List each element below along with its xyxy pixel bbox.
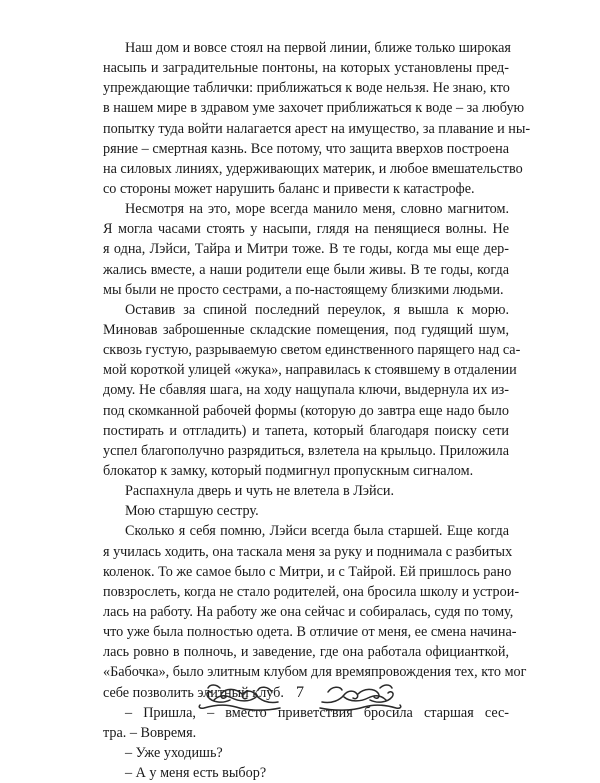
text-line: Миновав заброшенные складские помещения, под гудящий шум, [103, 321, 509, 338]
text-line: – А у меня есть выбор? [125, 765, 267, 782]
page-number: 7 [296, 684, 304, 701]
text-line: лась ровно в полночь, и заведение, где она работала официанткой, [103, 644, 509, 661]
wave-ornament-right-icon [318, 680, 404, 714]
text-line: попытку туда войти налагается арест на имущество, за плавание и ны- [103, 120, 531, 137]
text-line: я одна, Лэйси, Тайра и Митри тоже. В те годы, когда мы еще дер- [103, 241, 509, 258]
text-line: Несмотря на это, море всегда манило меня, словно магнитом. [125, 201, 509, 218]
text-line: Сколько я себя помню, Лэйси всегда была старшей. Еще когда [125, 523, 509, 540]
text-line: сквозь густую, разрываемую светом единственного парящего над са- [103, 342, 521, 359]
wave-ornament-left-icon [196, 680, 282, 714]
text-line: – Уже уходишь? [125, 744, 223, 761]
text-line: мой короткой улицей «жука», направилась к стоявшему в отдалении [103, 362, 517, 379]
text-line: Я могла часами стоять у насыпи, глядя на пенящиеся волны. Не [103, 221, 509, 238]
text-line: постирать и отгладить) и тапета, который благодаря поиску сети [103, 422, 509, 439]
text-line: упреждающие таблички: приближаться к воде нельзя. Не знаю, кто [103, 80, 510, 97]
text-line: со стороны может нарушить баланс и привести к катастрофе. [103, 180, 475, 197]
text-line: лась на работу. На работу же она сейчас и собиралась, судя по тому, [103, 603, 514, 620]
text-line: «Бабочка», было элитным клубом для времяпровождения тех, кто мог [103, 664, 527, 681]
text-line: что уже была полностью одета. В отличие от меня, ее смена начина- [103, 624, 517, 641]
text-line: на силовых линиях, удерживающих материк, и любое вмешательство [103, 160, 523, 177]
text-line: повзрослеть, когда не стало родителей, она бросила школу и устрои- [103, 583, 520, 600]
text-line: Мою старшую сестру. [125, 503, 259, 520]
page-footer [0, 676, 600, 724]
text-line: Распахнула дверь и чуть не влетела в Лэйси. [125, 483, 395, 500]
text-line: – Пришла, – вместо приветствия бросила старшая сес- [125, 704, 509, 721]
text-line: насыпь и заградительные понтоны, на которых установлены пред- [103, 60, 509, 77]
body-text [103, 38, 531, 783]
text-line: я училась ходить, она таскала меня за руку и поднимала с разбитых [103, 543, 513, 560]
text-line: ряние – смертная казнь. Все потому, что защита вверхов построена [103, 140, 509, 157]
text-line: дому. Не сбавляя шага, на ходу нащупала ключи, выдернула их из- [103, 382, 509, 399]
text-line: мы были не просто сестрами, а по-настоящему близкими людьми. [103, 281, 504, 298]
text-line: Оставив за спиной последний переулок, я вышла к морю. [125, 301, 509, 318]
text-line: под скомканной рабочей формы (которую до завтра еще надо было [103, 402, 509, 419]
text-line: коленок. То же самое было с Митри, и с Тайрой. Ей пришлось рано [103, 563, 512, 580]
text-line: Наш дом и вовсе стоял на первой линии, ближе только широкая [125, 40, 511, 56]
text-line: успел благополучно разрядиться, взлетела на крыльцо. Приложила [103, 442, 509, 459]
text-line: блокатор к замку, который подмигнул пропускным сигналом. [103, 462, 474, 479]
text-line: себе позволить элитный клуб. [103, 684, 284, 701]
text-line: тра. – Вовремя. [103, 724, 197, 741]
text-line: жались вместе, а наши родители еще были живы. В те годы, когда [103, 261, 509, 278]
text-line: в нашем мире в здравом уме захочет приближаться к воде – за любую [103, 100, 525, 117]
